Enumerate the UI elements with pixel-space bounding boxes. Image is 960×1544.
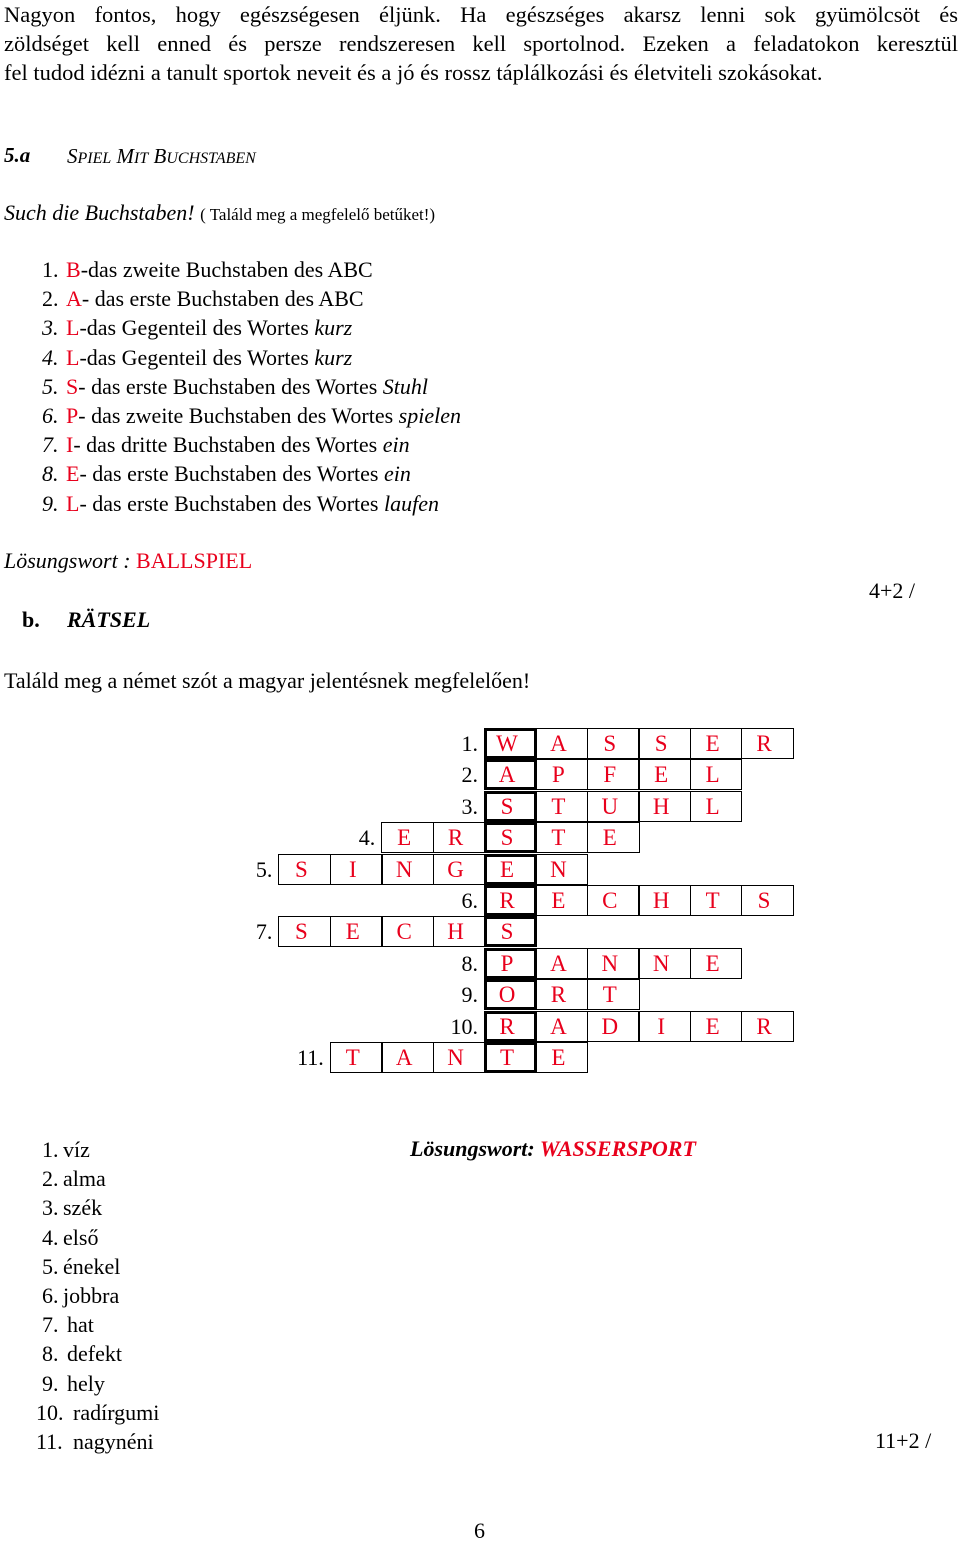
crossword-letter: I — [348, 856, 357, 882]
crossword-row-number: 7. — [255, 919, 273, 945]
section-a-score: 4+2 / — [869, 578, 916, 603]
clue-number: 8. — [42, 461, 59, 487]
crossword-letter: T — [705, 888, 720, 913]
hint-number: 8. — [42, 1341, 59, 1367]
crossword-letter: T — [602, 982, 617, 1008]
crossword-letter: R — [499, 888, 515, 913]
section-b-letter: b. — [22, 607, 40, 632]
crossword-letter: I — [657, 1013, 666, 1039]
clue-letter: P — [66, 403, 79, 428]
clue-number: 6. — [42, 403, 59, 428]
crossword-letter: A — [550, 1013, 567, 1039]
crossword-letter: S — [294, 856, 308, 882]
crossword-letter: A — [550, 950, 567, 976]
hint-word: nagynéni — [73, 1429, 154, 1454]
crossword-letter: P — [500, 950, 514, 976]
hint-word: radírgumi — [73, 1399, 160, 1425]
hint-word: víz — [63, 1137, 90, 1162]
task-hungarian: ( Találd meg a megfelelő betűket!) — [200, 205, 436, 224]
crossword-letter: R — [550, 982, 567, 1008]
hint-item — [42, 1312, 94, 1338]
crossword-letter: E — [551, 1045, 566, 1070]
clue-letter: I — [66, 432, 74, 458]
hint-number: 3. — [42, 1195, 59, 1221]
crossword-row-number: 6. — [461, 888, 478, 913]
clue-letter: S — [66, 373, 79, 399]
hint-item — [42, 1371, 105, 1397]
hint-item — [36, 1429, 154, 1455]
crossword-letter: T — [551, 825, 566, 851]
hint-item — [42, 1283, 119, 1309]
crossword-letter: E — [499, 856, 515, 882]
hint-item — [36, 1400, 159, 1426]
crossword-letter: H — [652, 793, 670, 819]
hint-number: 7. — [42, 1312, 59, 1338]
hint-item — [42, 1341, 122, 1367]
clue-word: ein — [382, 432, 410, 458]
crossword-letter: U — [601, 793, 619, 819]
crossword-letter: S — [294, 919, 308, 945]
crossword-letter: R — [756, 731, 772, 756]
clue-text: -das zweite Buchstaben des ABC — [80, 257, 373, 282]
clue-number: 5. — [42, 373, 59, 399]
crossword-letter: D — [601, 1013, 619, 1039]
crossword-letter: S — [757, 888, 771, 913]
section-a-task — [4, 200, 435, 226]
crossword-letter: R — [756, 1013, 772, 1039]
crossword-letter: H — [447, 919, 464, 945]
section-b-title: RÄTSEL — [67, 607, 151, 632]
crossword-letter: R — [499, 1013, 515, 1039]
crossword-letter: R — [447, 825, 464, 851]
hint-word: defekt — [67, 1341, 122, 1367]
clue-letter: E — [66, 461, 80, 487]
section-b-solution — [410, 1136, 696, 1162]
crossword-letter: E — [397, 825, 412, 851]
hint-word: szék — [63, 1195, 103, 1221]
crossword-letter: T — [551, 793, 566, 819]
clue-letter: L — [66, 344, 80, 370]
hint-item — [42, 1166, 106, 1192]
crossword-letter: E — [705, 950, 720, 976]
clue-text: - das erste Buchstaben des Wortes — [79, 461, 384, 487]
clue-text: -das Gegenteil des Wortes — [79, 315, 315, 341]
clue-item — [42, 257, 373, 283]
clue-word: Stuhl — [382, 373, 429, 399]
clue-word: ein — [383, 461, 411, 487]
crossword-letter: E — [345, 919, 360, 945]
crossword-letter: C — [396, 919, 412, 945]
crossword-letter: P — [551, 762, 565, 788]
clue-word: kurz — [314, 315, 353, 341]
hint-item — [42, 1195, 102, 1221]
clue-number: 1. — [42, 257, 59, 282]
hint-word: hat — [67, 1312, 94, 1338]
crossword-letter: N — [601, 950, 619, 976]
clue-number: 3. — [42, 315, 59, 341]
crossword-letter: N — [395, 856, 413, 882]
hint-word: első — [63, 1224, 99, 1250]
clue-item — [42, 345, 352, 371]
crossword-row-number: 4. — [358, 825, 376, 851]
solution-label: Lösungswort: — [410, 1136, 535, 1161]
hint-word: hely — [67, 1370, 105, 1396]
crossword-letter: S — [603, 731, 617, 756]
clue-item — [42, 374, 428, 400]
crossword-row-number: 1. — [461, 731, 478, 756]
crossword-letter: A — [498, 762, 516, 788]
crossword-letter: S — [654, 731, 668, 756]
crossword-letter: H — [652, 888, 670, 913]
crossword-letter: E — [705, 731, 720, 756]
clue-letter: A — [66, 286, 82, 312]
crossword-letter: N — [447, 1045, 464, 1070]
clue-text: - das zweite Buchstaben des Wortes — [78, 403, 399, 428]
crossword-row-number: 5. — [255, 856, 273, 882]
hint-item — [42, 1225, 98, 1251]
hint-number: 5. — [42, 1253, 59, 1279]
clue-item — [42, 315, 352, 341]
solution-label: Lösungswort : — [4, 548, 131, 573]
hint-number: 2. — [42, 1166, 59, 1192]
clue-number: 9. — [42, 490, 59, 516]
clue-text: -das Gegenteil des Wortes — [79, 344, 315, 370]
hint-number: 6. — [42, 1283, 59, 1308]
solution-value: WASSERSPORT — [539, 1136, 696, 1161]
intro-line: fel tudod idézni a tanult sportok neveit és a jó és rossz táplálkozási és életviteli szokásokat. — [4, 60, 823, 85]
crossword-letter: N — [652, 950, 670, 976]
clue-item — [42, 491, 439, 517]
clue-text: - das erste Buchstaben des Wortes — [79, 490, 384, 516]
clue-number: 7. — [42, 432, 59, 458]
clue-letter: B — [66, 257, 81, 282]
hint-item — [42, 1254, 120, 1280]
crossword-letter: L — [705, 793, 720, 819]
clue-number: 2. — [42, 286, 59, 312]
page-number: 6 — [474, 1518, 485, 1543]
crossword-letter: O — [498, 982, 516, 1008]
crossword-letter: T — [499, 1045, 515, 1070]
clue-letter: L — [66, 490, 80, 516]
crossword-row-number: 9. — [461, 982, 478, 1008]
crossword-letter: E — [705, 1013, 720, 1039]
crossword-letter: S — [500, 825, 514, 851]
crossword-letter: N — [550, 856, 567, 882]
hint-item — [42, 1137, 90, 1163]
clue-word: laufen — [383, 490, 439, 516]
hint-number: 9. — [42, 1370, 59, 1396]
clue-word: kurz — [314, 344, 353, 370]
hint-number: 1. — [42, 1137, 59, 1162]
section-a-title — [67, 144, 256, 169]
clue-number: 4. — [42, 344, 59, 370]
clue-letter: L — [66, 315, 80, 341]
section-b-instruction: Találd meg a német szót a magyar jelentésnek megfelelően! — [4, 668, 531, 693]
crossword-letter: E — [654, 762, 669, 788]
crossword-letter: G — [447, 856, 464, 882]
section-a-title-text: SPIEL MIT BUCHSTABEN — [67, 144, 256, 168]
hint-number: 10. — [36, 1399, 64, 1425]
crossword-letter: E — [551, 888, 566, 913]
clue-text: - das erste Buchstaben des ABC — [81, 286, 364, 312]
crossword-letter: F — [603, 762, 617, 788]
task-german: Such die Buchstaben! — [4, 200, 195, 225]
section-b-score: 11+2 / — [875, 1428, 932, 1453]
intro-line: Nagyon fontos, hogy egészségesen éljünk. Ha egészséges akarsz lenni sok gyümölcsöt és — [4, 2, 958, 27]
crossword-row-number: 3. — [461, 793, 478, 819]
crossword-row-number: 10. — [450, 1013, 478, 1039]
clue-item — [42, 286, 364, 312]
section-a-number: 5.a — [4, 143, 31, 167]
crossword-letter: A — [550, 731, 567, 756]
crossword-letter: E — [602, 825, 617, 851]
clue-word: spielen — [398, 403, 461, 428]
hint-word: jobbra — [63, 1283, 120, 1308]
clue-item — [42, 461, 411, 487]
crossword-letter: S — [500, 919, 514, 945]
crossword-letter: A — [395, 1045, 413, 1070]
intro-line: zöldséget kell enned és persze rendszeresen kell sportolnod. Ezeken a feladatokon keresztül — [4, 31, 958, 56]
crossword-row-number: 8. — [461, 950, 478, 976]
solution-value: BALLSPIEL — [136, 548, 253, 573]
clue-item — [42, 432, 410, 458]
clue-text: - das erste Buchstaben des Wortes — [78, 373, 383, 399]
crossword-letter: S — [500, 793, 514, 819]
clue-text: - das dritte Buchstaben des Wortes — [73, 432, 383, 458]
clue-item — [42, 403, 461, 429]
crossword-row-number: 2. — [461, 762, 478, 788]
crossword-letter: T — [345, 1045, 360, 1070]
hint-number: 11. — [36, 1429, 63, 1454]
crossword-letter: W — [496, 731, 518, 756]
section-a-solution — [4, 548, 252, 574]
hint-word: alma — [63, 1166, 106, 1192]
crossword-letter: C — [602, 888, 618, 913]
hint-word: énekel — [63, 1253, 121, 1279]
intro-paragraph — [4, 0, 958, 87]
crossword-letter: L — [705, 762, 720, 788]
hint-number: 4. — [42, 1224, 59, 1250]
crossword-row-number: 11. — [297, 1045, 324, 1070]
